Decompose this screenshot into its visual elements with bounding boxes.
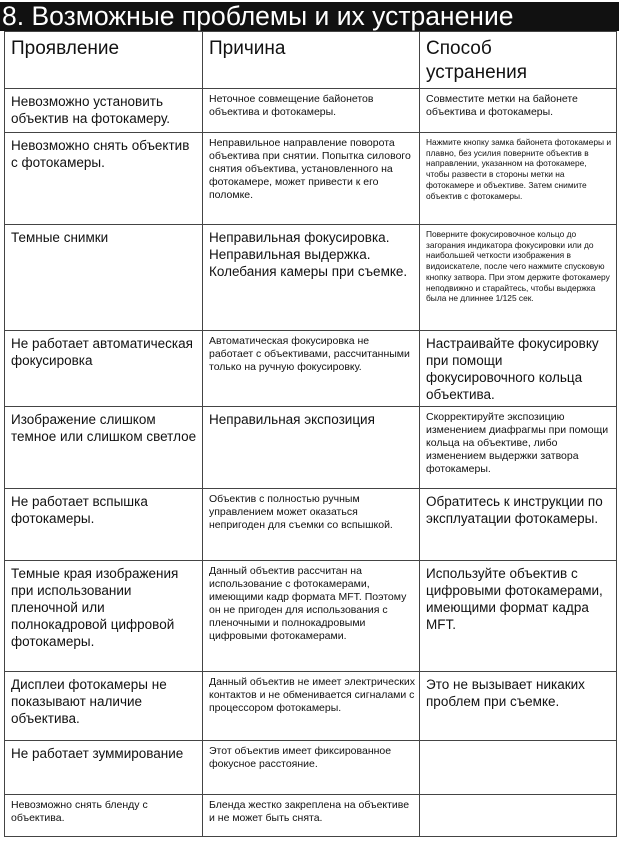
header-cause: Причина <box>203 32 420 89</box>
symptom-cell: Изображение слишком темное или слишком светлое <box>5 407 203 489</box>
symptom-cell: Невозможно снять объектив с фотокамеры. <box>5 133 203 225</box>
table-row <box>5 795 617 837</box>
page-title: 8. Возможные проблемы и их устранение <box>2 1 514 31</box>
solution-cell: Нажмите кнопку замка байонета фотокамеры и плавно, без усилия поверните объектив в направлении, указанном на фотокамере, чтобы развести в стороны метки на фотокамере и объективе. Затем снимите объектив с фотокамеры. <box>420 133 617 225</box>
troubleshooting-table <box>4 31 617 837</box>
header-solution <box>420 32 617 89</box>
table-row <box>5 133 617 225</box>
symptom-cell: Дисплеи фотокамеры не показывают наличие объектива. <box>5 672 203 741</box>
cause-cell: Неправильное направление поворота объектива при снятии. Попытка силового снятия объектива, установленного на фотокамере, может привести к его поломке. <box>203 133 420 225</box>
header-solution-line2: устранения <box>426 62 528 83</box>
solution-cell <box>420 795 617 837</box>
header-solution-line1: Способ <box>426 38 492 59</box>
solution-cell: Настраивайте фокусировку при помощи фокусировочного кольца объектива. <box>420 331 617 407</box>
cause-cell: Неправильная экспозиция <box>203 407 420 489</box>
solution-cell: Скорректируйте экспозицию изменением диафрагмы при помощи кольца на объективе, либо изменением выдержки затвора фотокамеры. <box>420 407 617 489</box>
cause-cell: Неточное совмещение байонетов объектива и фотокамеры. <box>203 89 420 133</box>
cause-cell: Автоматическая фокусировка не работает с объективами, рассчитанными только на ручную фокусировку. <box>203 331 420 407</box>
solution-cell: Это не вызывает никаких проблем при съемке. <box>420 672 617 741</box>
table-row <box>5 225 617 331</box>
symptom-cell: Темные снимки <box>5 225 203 331</box>
solution-cell: Используйте объектив с цифровыми фотокамерами, имеющими формат кадра MFT. <box>420 561 617 672</box>
table-row <box>5 407 617 489</box>
symptom-cell: Не работает автоматическая фокусировка <box>5 331 203 407</box>
cause-cell: Данный объектив рассчитан на использование с фотокамерами, имеющими кадр формата MFT. Поэтому он не пригоден для использования с пленочными и полнокадровыми цифровыми фотокамерами. <box>203 561 420 672</box>
table-row <box>5 489 617 561</box>
symptom-cell: Не работает вспышка фотокамеры. <box>5 489 203 561</box>
cause-cell: Этот объектив имеет фиксированное фокусное расстояние. <box>203 741 420 795</box>
solution-cell: Обратитесь к инструкции по эксплуатации фотокамеры. <box>420 489 617 561</box>
symptom-cell: Не работает зуммирование <box>5 741 203 795</box>
symptom-cell: Невозможно установить объектив на фотокамеру. <box>5 89 203 133</box>
cause-cell: Неправильная фокусировка. Неправильная выдержка. Колебания камеры при съемке. <box>203 225 420 331</box>
cause-cell: Данный объектив не имеет электрических контактов и не обменивается сигналами с процессором фотокамеры. <box>203 672 420 741</box>
table-row <box>5 672 617 741</box>
table-header-row <box>5 32 617 89</box>
section-title-bar <box>0 2 619 31</box>
solution-cell <box>420 741 617 795</box>
symptom-cell: Невозможно снять бленду с объектива. <box>5 795 203 837</box>
table-row <box>5 561 617 672</box>
symptom-cell: Темные края изображения при использовании пленочной или полнокадровой цифровой фотокамеры. <box>5 561 203 672</box>
table-row <box>5 741 617 795</box>
table-row <box>5 331 617 407</box>
table-row <box>5 89 617 133</box>
solution-cell: Поверните фокусировочное кольцо до загорания индикатора фокусировки или до наибольшей четкости изображения в видоискателе, после чего нажмите спусковую кнопку затвора. При этом держите фотокамеру неподвижно и старайтесь, чтобы выдержка была не длиннее 1/125 сек. <box>420 225 617 331</box>
header-symptom: Проявление <box>5 32 203 89</box>
solution-cell: Совместите метки на байонете объектива и фотокамеры. <box>420 89 617 133</box>
cause-cell: Объектив с полностью ручным управлением может оказаться непригоден для съемки со вспышкой. <box>203 489 420 561</box>
cause-cell: Бленда жестко закреплена на объективе и не может быть снята. <box>203 795 420 837</box>
